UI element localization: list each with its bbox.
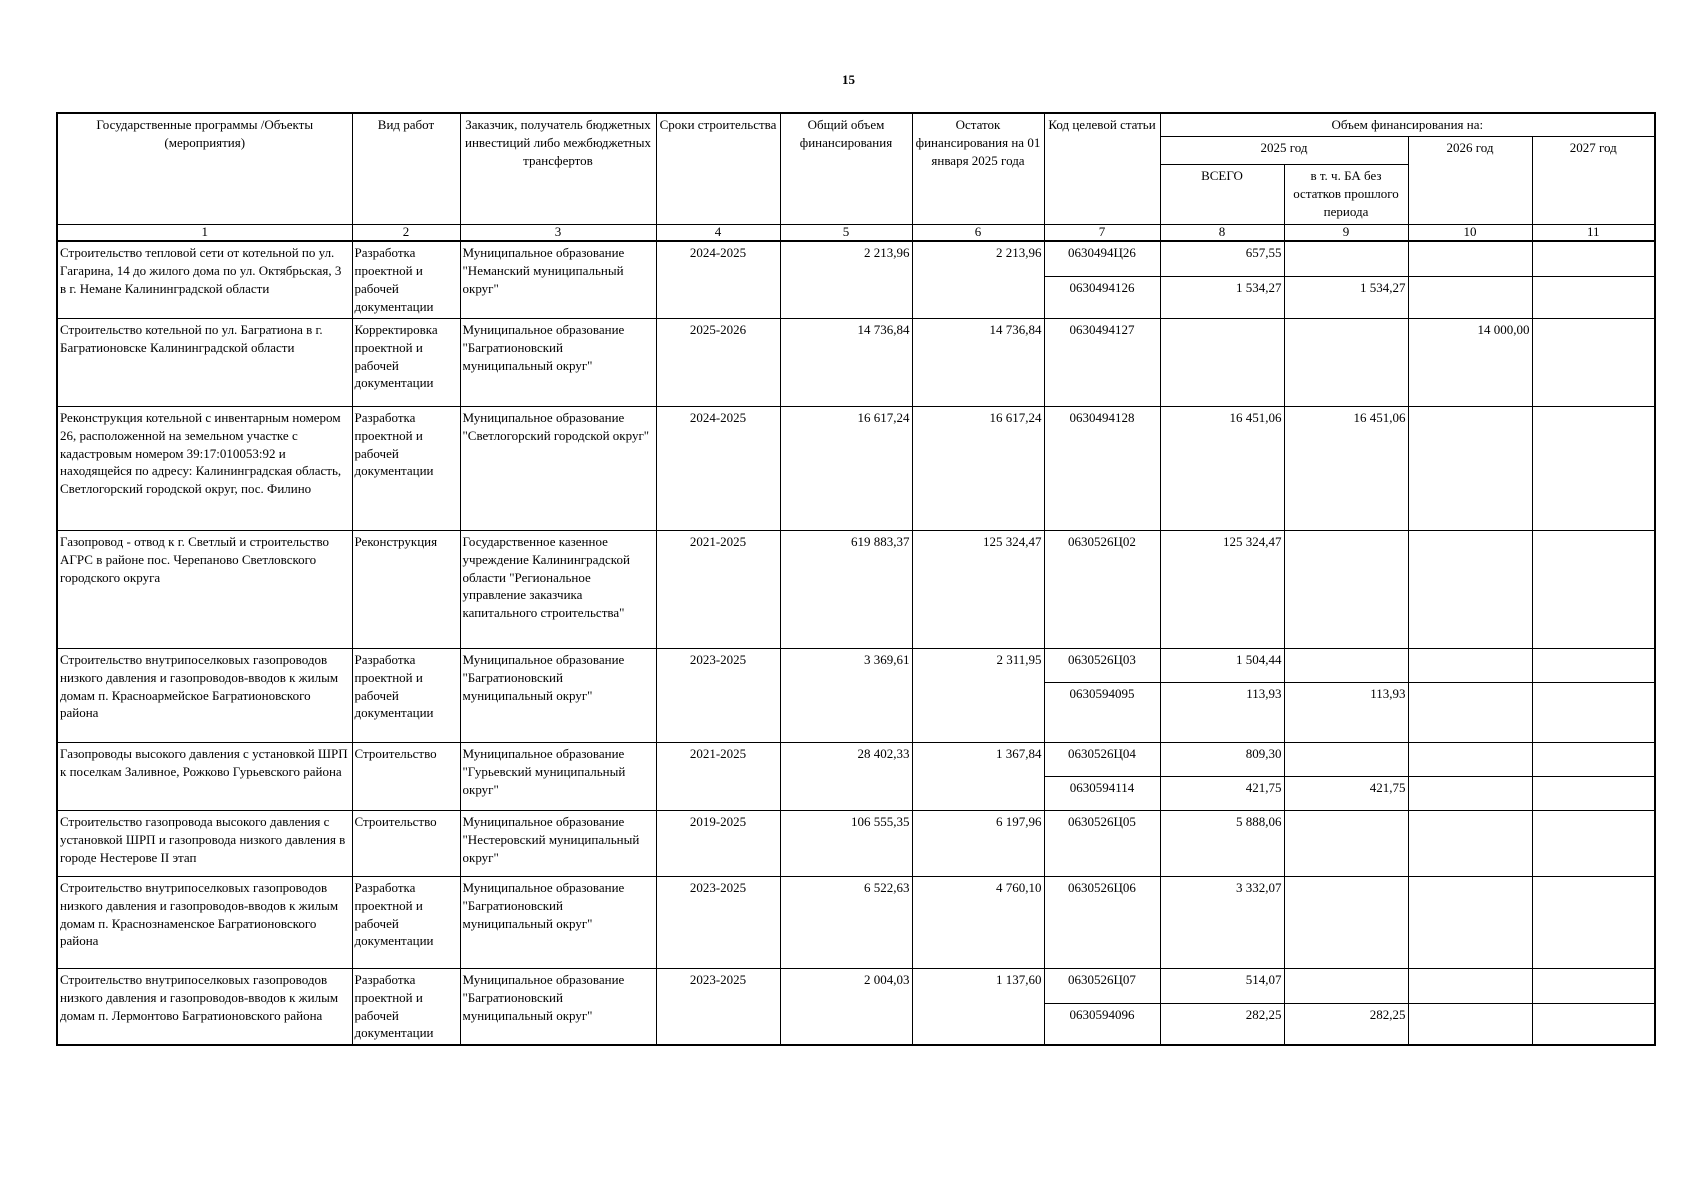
remainder-funding: 6 197,96 <box>912 810 1044 876</box>
funding-2026 <box>1408 241 1532 276</box>
remainder-funding: 1 137,60 <box>912 968 1044 1045</box>
remainder-funding: 16 617,24 <box>912 406 1044 530</box>
remainder-funding: 2 311,95 <box>912 648 1044 742</box>
target-code: 0630526Ц07 <box>1044 968 1160 1003</box>
construction-period: 2021-2025 <box>656 742 780 810</box>
funding-2025-ba <box>1284 241 1408 276</box>
funding-2025-ba: 113,93 <box>1284 682 1408 742</box>
funding-2025-total: 514,07 <box>1160 968 1284 1003</box>
funding-2026 <box>1408 406 1532 530</box>
column-number-row <box>57 224 1655 240</box>
header-total-funding: Общий объем финансирования <box>780 113 912 224</box>
table-row <box>57 318 1655 406</box>
header-year-2026: 2026 год <box>1408 136 1532 224</box>
remainder-funding: 2 213,96 <box>912 241 1044 318</box>
funding-2027 <box>1532 776 1655 810</box>
funding-2026 <box>1408 682 1532 742</box>
funding-2025-ba <box>1284 648 1408 682</box>
work-type: Разработка проектной и рабочей документации <box>352 648 460 742</box>
header-funding-volume: Объем финансирования на: <box>1160 113 1655 136</box>
table-row <box>57 810 1655 876</box>
header-target-code: Код целевой статьи <box>1044 113 1160 224</box>
work-type: Разработка проектной и рабочей документации <box>352 876 460 968</box>
funding-2025-ba: 1 534,27 <box>1284 276 1408 318</box>
total-funding: 2 213,96 <box>780 241 912 318</box>
funding-2026 <box>1408 810 1532 876</box>
total-funding: 16 617,24 <box>780 406 912 530</box>
target-code: 0630594095 <box>1044 682 1160 742</box>
table-row <box>57 406 1655 530</box>
funding-2025-total: 1 534,27 <box>1160 276 1284 318</box>
funding-2027 <box>1532 648 1655 682</box>
object-name: Строительство внутрипоселковых газопроводов низкого давления и газопроводов-вводов к жилым домам п. Лермонтово Багратионовского района <box>57 968 352 1045</box>
column-number: 8 <box>1160 224 1284 240</box>
customer: Муниципальное образование "Неманский муниципальный округ" <box>460 241 656 318</box>
customer: Муниципальное образование "Гурьевский муниципальный округ" <box>460 742 656 810</box>
column-number: 7 <box>1044 224 1160 240</box>
object-name: Строительство тепловой сети от котельной по ул. Гагарина, 14 до жилого дома по ул. Октябрьская, 3 в г. Немане Калининградской области <box>57 241 352 318</box>
funding-2026 <box>1408 742 1532 776</box>
customer: Муниципальное образование "Светлогорский городской округ" <box>460 406 656 530</box>
funding-2025-ba <box>1284 810 1408 876</box>
column-number: 4 <box>656 224 780 240</box>
column-number: 10 <box>1408 224 1532 240</box>
header-year-2025: 2025 год <box>1160 136 1408 164</box>
funding-2025-total: 3 332,07 <box>1160 876 1284 968</box>
object-name: Строительство внутрипоселковых газопроводов низкого давления и газопроводов-вводов к жилым домам п. Красноармейское Багратионовского района <box>57 648 352 742</box>
work-type: Разработка проектной и рабочей документации <box>352 406 460 530</box>
construction-period: 2021-2025 <box>656 530 780 648</box>
funding-2025-total: 282,25 <box>1160 1004 1284 1046</box>
target-code: 0630526Ц02 <box>1044 530 1160 648</box>
total-funding: 619 883,37 <box>780 530 912 648</box>
table-row <box>57 241 1655 276</box>
customer: Муниципальное образование "Багратионовский муниципальный округ" <box>460 876 656 968</box>
funding-2025-total: 809,30 <box>1160 742 1284 776</box>
remainder-funding: 125 324,47 <box>912 530 1044 648</box>
header-work-type: Вид работ <box>352 113 460 224</box>
target-code: 0630494126 <box>1044 276 1160 318</box>
funding-2026 <box>1408 530 1532 648</box>
target-code: 0630526Ц03 <box>1044 648 1160 682</box>
funding-2027 <box>1532 276 1655 318</box>
funding-2027 <box>1532 241 1655 276</box>
column-number: 6 <box>912 224 1044 240</box>
target-code: 0630526Ц05 <box>1044 810 1160 876</box>
column-number: 11 <box>1532 224 1655 240</box>
column-number: 3 <box>460 224 656 240</box>
funding-2026: 14 000,00 <box>1408 318 1532 406</box>
object-name: Строительство газопровода высокого давления с установкой ШРП и газопровода низкого давления в городе Нестерове II этап <box>57 810 352 876</box>
target-code: 0630594114 <box>1044 776 1160 810</box>
work-type: Разработка проектной и рабочей документации <box>352 241 460 318</box>
target-code: 0630494128 <box>1044 406 1160 530</box>
table-row <box>57 968 1655 1003</box>
header-year-2027: 2027 год <box>1532 136 1655 224</box>
target-code: 0630526Ц06 <box>1044 876 1160 968</box>
total-funding: 106 555,35 <box>780 810 912 876</box>
table-row <box>57 742 1655 776</box>
header-remainder: Остаток финансирования на 01 января 2025 года <box>912 113 1044 224</box>
remainder-funding: 4 760,10 <box>912 876 1044 968</box>
total-funding: 2 004,03 <box>780 968 912 1045</box>
table-row <box>57 648 1655 682</box>
work-type: Разработка проектной и рабочей документации <box>352 968 460 1045</box>
customer: Муниципальное образование "Багратионовский муниципальный округ" <box>460 968 656 1045</box>
funding-2025-ba: 16 451,06 <box>1284 406 1408 530</box>
funding-table <box>56 112 1656 1046</box>
column-number: 1 <box>57 224 352 240</box>
funding-2026 <box>1408 968 1532 1003</box>
funding-2025-total: 5 888,06 <box>1160 810 1284 876</box>
funding-2025-total: 421,75 <box>1160 776 1284 810</box>
construction-period: 2023-2025 <box>656 876 780 968</box>
funding-2027 <box>1532 682 1655 742</box>
funding-2027 <box>1532 876 1655 968</box>
funding-2025-ba <box>1284 318 1408 406</box>
funding-2025-total: 16 451,06 <box>1160 406 1284 530</box>
funding-2025-total <box>1160 318 1284 406</box>
total-funding: 3 369,61 <box>780 648 912 742</box>
construction-period: 2024-2025 <box>656 241 780 318</box>
object-name: Газопровод - отвод к г. Светлый и строительство АГРС в районе пос. Черепаново Светловского городского округа <box>57 530 352 648</box>
work-type: Корректировка проектной и рабочей документации <box>352 318 460 406</box>
funding-2026 <box>1408 876 1532 968</box>
funding-2025-total: 657,55 <box>1160 241 1284 276</box>
construction-period: 2023-2025 <box>656 648 780 742</box>
customer: Муниципальное образование "Багратионовский муниципальный округ" <box>460 318 656 406</box>
funding-2025-ba: 421,75 <box>1284 776 1408 810</box>
target-code: 0630494127 <box>1044 318 1160 406</box>
total-funding: 6 522,63 <box>780 876 912 968</box>
funding-2025-total: 125 324,47 <box>1160 530 1284 648</box>
column-number: 2 <box>352 224 460 240</box>
object-name: Строительство котельной по ул. Багратиона в г. Багратионовске Калининградской области <box>57 318 352 406</box>
table-header <box>57 113 1655 241</box>
header-customer: Заказчик, получатель бюджетных инвестиций либо межбюджетных трансфертов <box>460 113 656 224</box>
funding-2026 <box>1408 648 1532 682</box>
header-2025-total: ВСЕГО <box>1160 164 1284 224</box>
object-name: Строительство внутрипоселковых газопроводов низкого давления и газопроводов-вводов к жилым домам п. Краснознаменское Багратионовского района <box>57 876 352 968</box>
funding-2025-ba <box>1284 968 1408 1003</box>
object-name: Газопроводы высокого давления с установкой ШРП к поселкам Заливное, Рожково Гурьевского района <box>57 742 352 810</box>
funding-2025-ba <box>1284 876 1408 968</box>
remainder-funding: 1 367,84 <box>912 742 1044 810</box>
work-type: Реконструкция <box>352 530 460 648</box>
header-programs: Государственные программы /Объекты (мероприятия) <box>57 113 352 224</box>
target-code: 0630526Ц04 <box>1044 742 1160 776</box>
funding-2025-ba <box>1284 742 1408 776</box>
funding-2026 <box>1408 276 1532 318</box>
object-name: Реконструкция котельной с инвентарным номером 26, расположенной на земельном участке с кадастровым номером 39:17:010053:92 и находящейся по адресу: Калининградская область, Светлогорский городской округ, пос. Филино <box>57 406 352 530</box>
funding-2027 <box>1532 530 1655 648</box>
funding-2025-total: 1 504,44 <box>1160 648 1284 682</box>
table-row <box>57 876 1655 968</box>
work-type: Строительство <box>352 742 460 810</box>
header-2025-ba: в т. ч. БА без остатков прошлого периода <box>1284 164 1408 224</box>
construction-period: 2024-2025 <box>656 406 780 530</box>
funding-2027 <box>1532 318 1655 406</box>
customer: Муниципальное образование "Багратионовский муниципальный округ" <box>460 648 656 742</box>
target-code: 0630494Ц26 <box>1044 241 1160 276</box>
construction-period: 2025-2026 <box>656 318 780 406</box>
work-type: Строительство <box>352 810 460 876</box>
funding-2027 <box>1532 406 1655 530</box>
column-number: 5 <box>780 224 912 240</box>
customer: Государственное казенное учреждение Калининградской области "Региональное управление заказчика капитального строительства" <box>460 530 656 648</box>
construction-period: 2023-2025 <box>656 968 780 1045</box>
remainder-funding: 14 736,84 <box>912 318 1044 406</box>
header-period: Сроки строительства <box>656 113 780 224</box>
funding-2025-ba: 282,25 <box>1284 1004 1408 1046</box>
funding-2026 <box>1408 1004 1532 1046</box>
funding-2027 <box>1532 1004 1655 1046</box>
column-number: 9 <box>1284 224 1408 240</box>
funding-2027 <box>1532 968 1655 1003</box>
total-funding: 14 736,84 <box>780 318 912 406</box>
funding-2025-ba <box>1284 530 1408 648</box>
funding-2027 <box>1532 810 1655 876</box>
page-number: 15 <box>842 72 855 87</box>
funding-2025-total: 113,93 <box>1160 682 1284 742</box>
table-body <box>57 241 1655 1046</box>
funding-2027 <box>1532 742 1655 776</box>
table-row <box>57 530 1655 648</box>
customer: Муниципальное образование "Нестеровский муниципальный округ" <box>460 810 656 876</box>
construction-period: 2019-2025 <box>656 810 780 876</box>
total-funding: 28 402,33 <box>780 742 912 810</box>
target-code: 0630594096 <box>1044 1004 1160 1046</box>
funding-2026 <box>1408 776 1532 810</box>
